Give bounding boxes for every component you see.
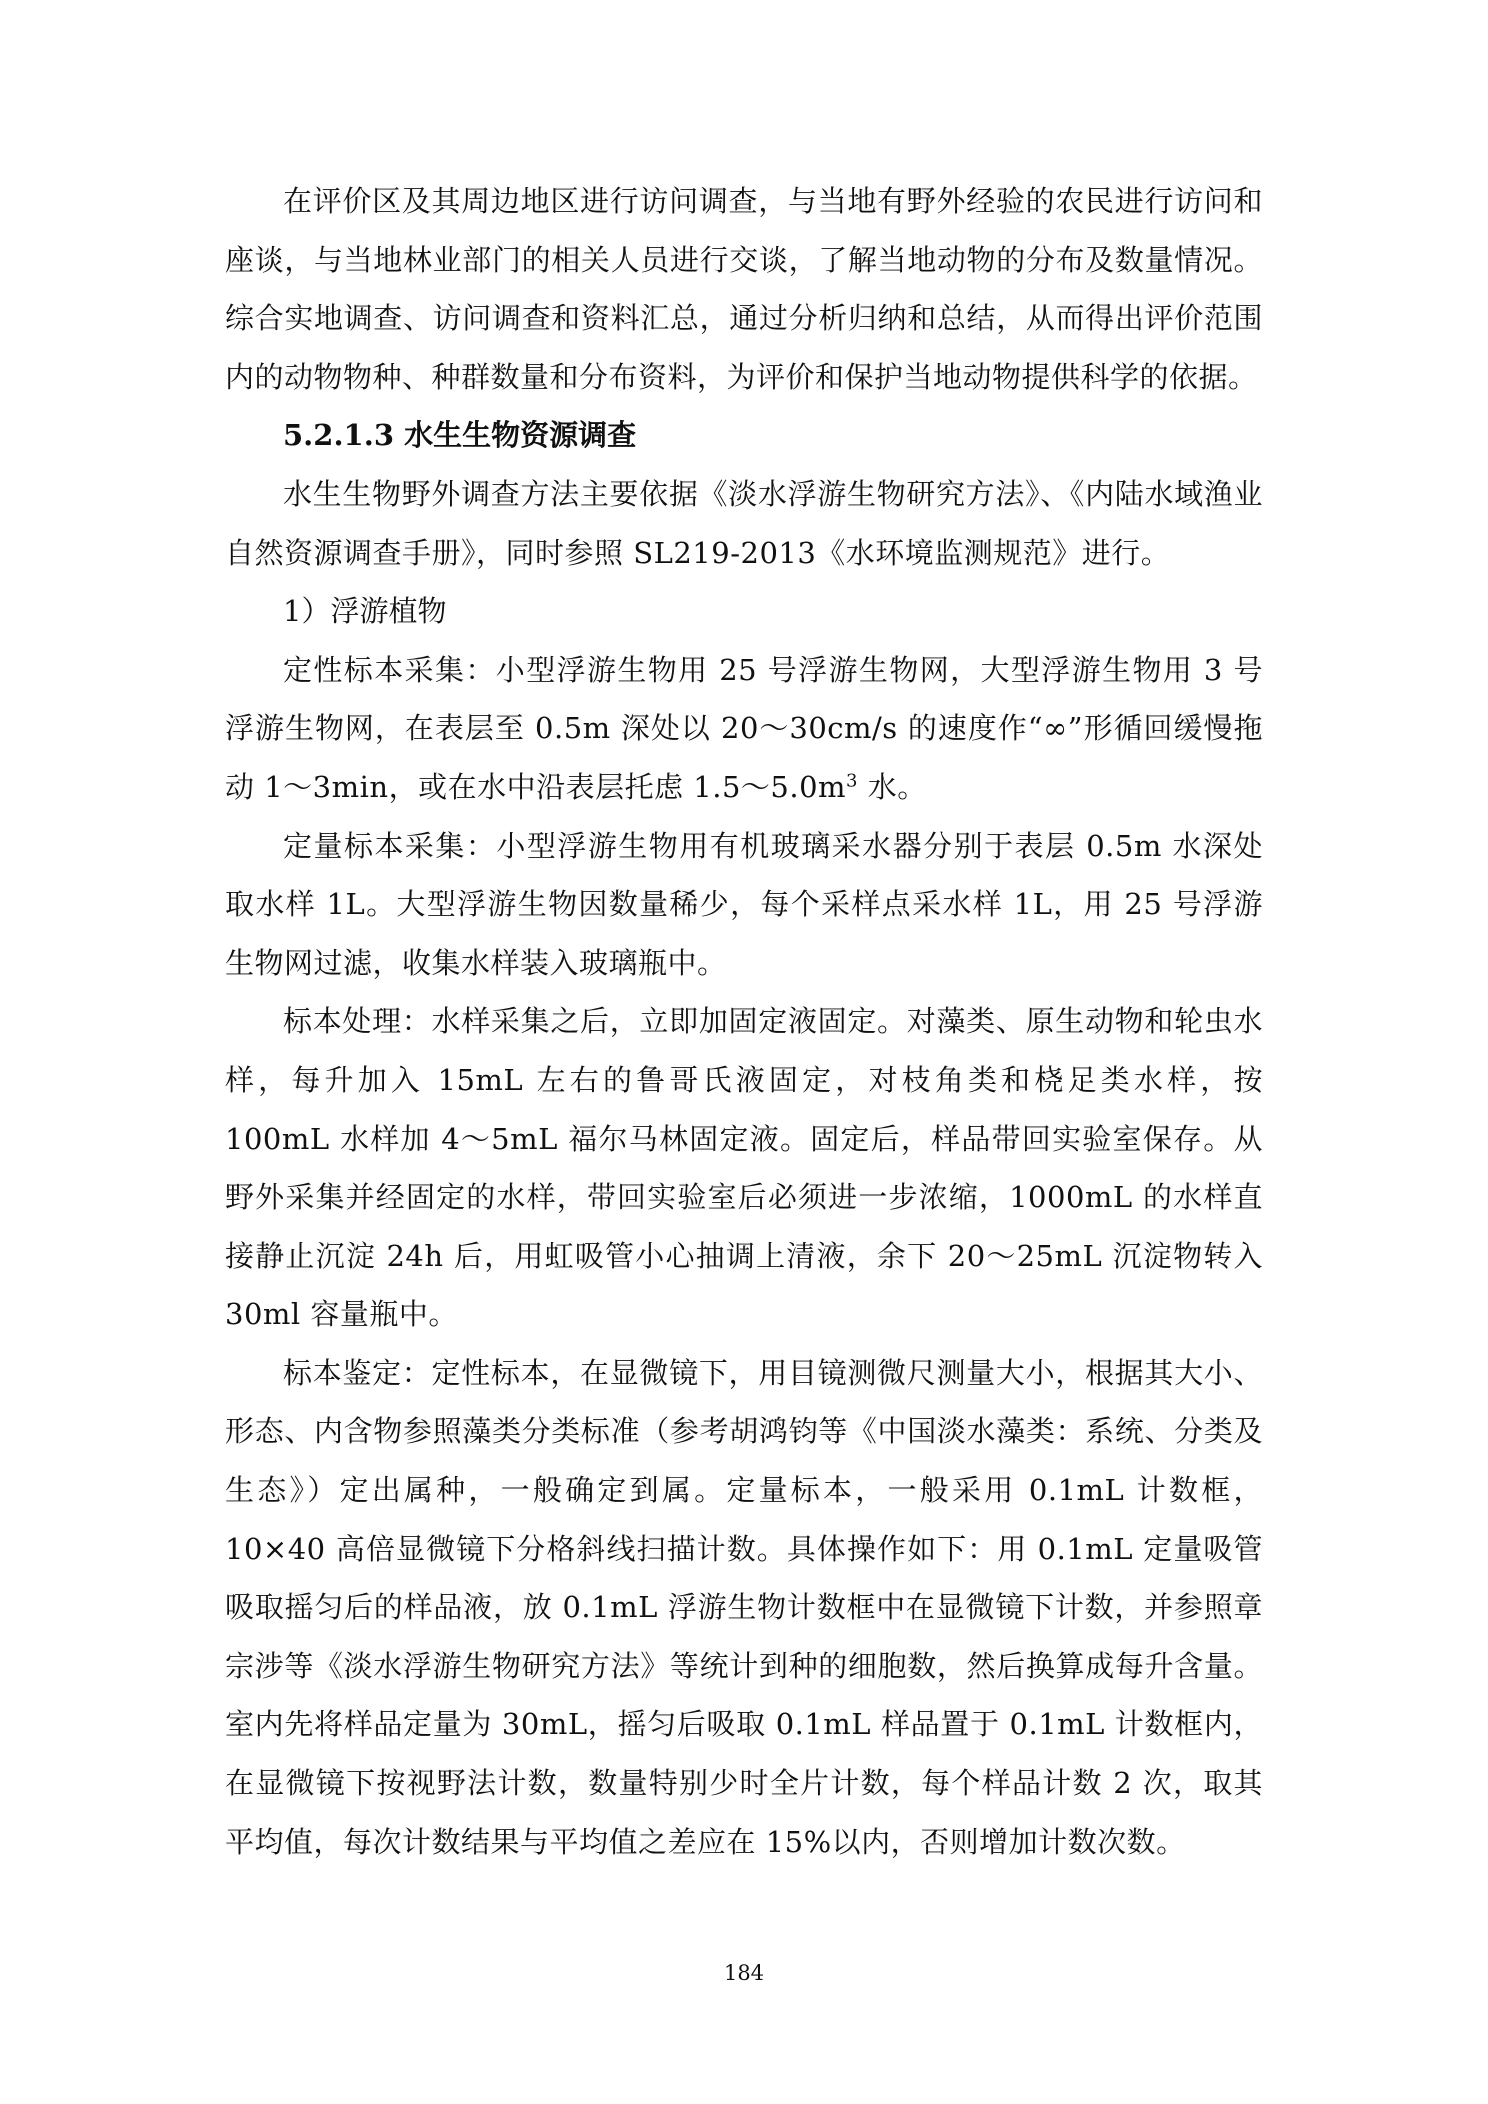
section-heading: 5.2.1.3 水生生物资源调查 [283,418,637,453]
page-number: 184 [723,1961,765,1985]
paragraph-qualitative-sampling [225,641,1263,817]
paragraph-interview-survey: 在评价区及其周边地区进行访问调查，与当地有野外经验的农民进行访问和座谈，与当地林业部门的相关人员进行交谈，了解当地动物的分布及数量情况。综合实地调查、访问调查和资料汇总，通过分析归纳和总结，从而得出评价范围内的动物物种、种群数量和分布资料，为评价和保护当地动物提供科学的依据。 [225,184,1263,394]
page-body [225,172,1263,1871]
superscript-cubic: 3 [846,770,858,792]
paragraph-sample-identification: 标本鉴定：定性标本，在显微镜下，用目镜测微尺测量大小，根据其大小、形态、内含物参照藻类分类标准（参考胡鸿钧等《中国淡水藻类：系统、分类及生态》）定出属种，一般确定到属。定量标本，一般采用 0.1mL 计数框，10×40 高倍显微镜下分格斜线扫描计数。具体操作如下：用 0.1mL 定量吸管吸取摇匀后的样品液，放 0.1mL 浮游生物计数框中在显微镜下计数，并参照章宗涉等《淡水浮游生物研究方法》等统计到种的细胞数，然后换算成每升含量。室内先将样品定量为 30mL，摇匀后吸取 0.1mL 样品置于 0.1mL 计数框内，在显微镜下按视野法计数，数量特别少时全片计数，每个样品计数 2 次，取其平均值，每次计数结果与平均值之差应在 15%以内，否则增加计数次数。 [225,1355,1263,1859]
paragraph-survey-methods: 水生生物野外调查方法主要依据《淡水浮游生物研究方法》、《内陆水域渔业自然资源调查手册》，同时参照 SL219-2013《水环境监测规范》进行。 [225,476,1263,570]
list-item-phytoplankton: 1）浮游植物 [283,594,447,629]
paragraph-quantitative-sampling: 定量标本采集：小型浮游生物用有机玻璃采水器分别于表层 0.5m 水深处取水样 1L。大型浮游生物因数量稀少，每个采样点采水样 1L，用 25 号浮游生物网过滤，收集水样装入玻璃瓶中。 [225,828,1263,980]
qualitative-sampling-tail: 水。 [857,769,927,804]
paragraph-sample-processing: 标本处理：水样采集之后，立即加固定液固定。对藻类、原生动物和轮虫水样，每升加入 15mL 左右的鲁哥氏液固定，对枝角类和桡足类水样，按 100mL 水样加 4～5mL 福尔马林固定液。固定后，样品带回实验室保存。从野外采集并经固定的水样，带回实验室后必须进一步浓缩，1000mL 的水样直接静止沉淀 24h 后，用虹吸管小心抽调上清液，余下 20～25mL 沉淀物转入 30ml 容量瓶中。 [225,1004,1263,1332]
qualitative-sampling-text: 定性标本采集：小型浮游生物用 25 号浮游生物网，大型浮游生物用 3 号浮游生物网，在表层至 0.5m 深处以 20～30cm/s 的速度作“∞”形循回缓慢拖动 1～3min，或在水中沿表层托虑 1.5～5.0m [225,652,1263,804]
